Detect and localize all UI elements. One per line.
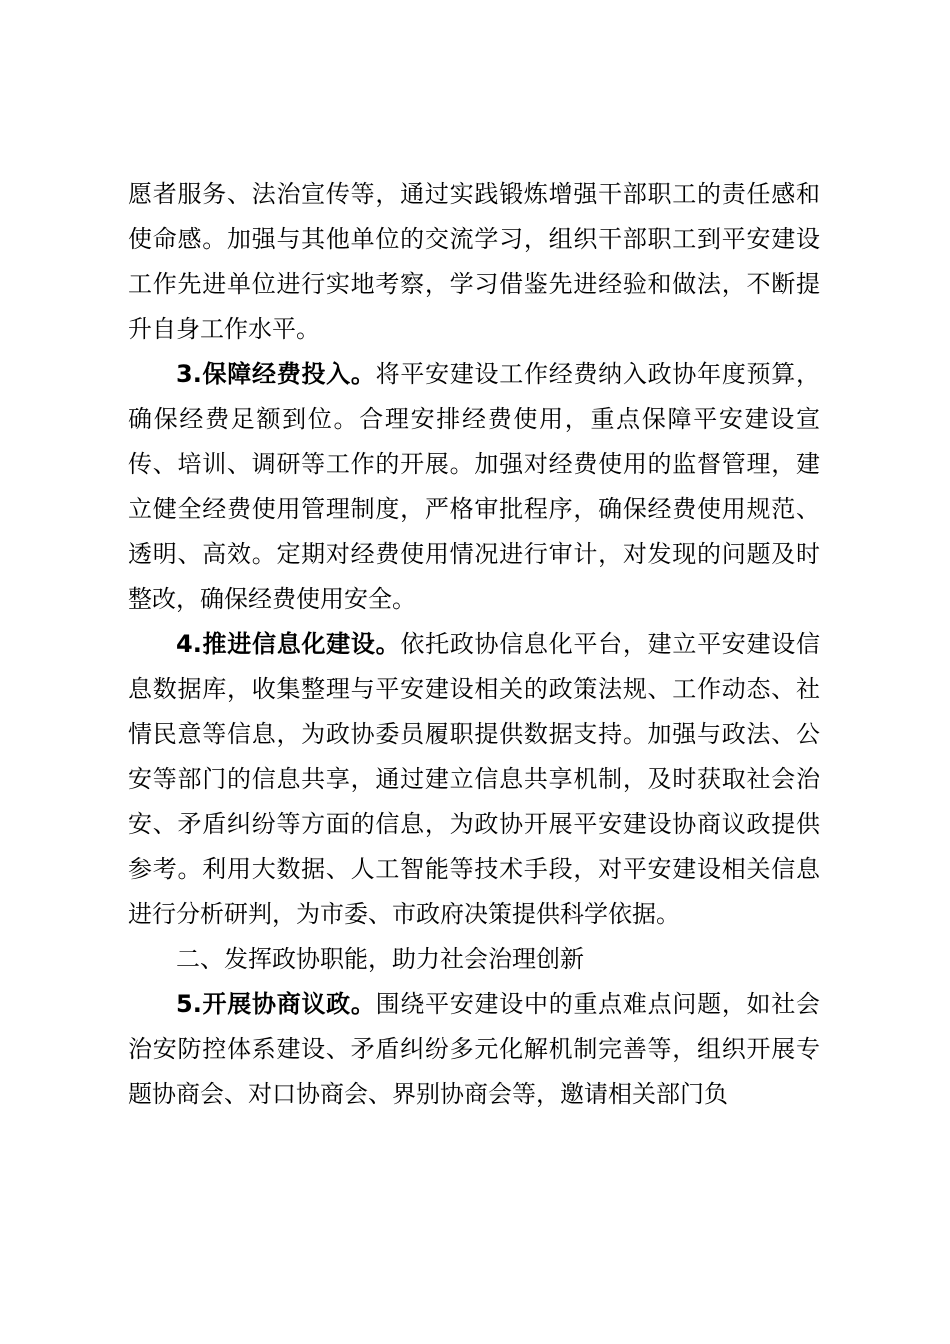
paragraph-item-5	[128, 982, 820, 1117]
paragraph-text: 将平安建设工作经费纳入政协年度预算，确保经费足额到位。合理安排经费使用，重点保障平安建设宣传、培训、调研等工作的开展。加强对经费使用的监督管理，建立健全经费使用管理制度，严格审批程序，确保经费使用规范、透明、高效。定期对经费使用情况进行审计，对发现的问题及时整改，确保经费使用安全。	[128, 360, 820, 613]
paragraph-text: 围绕平安建设中的重点难点问题，如社会治安防控体系建设、矛盾纠纷多元化解机制完善等，组织开展专题协商会、对口协商会、界别协商会等，邀请相关部门负	[128, 990, 820, 1108]
section-heading-text: 二、发挥政协职能，助力社会治理创新	[176, 945, 584, 973]
paragraph-continuation	[128, 172, 820, 352]
paragraph-text: 愿者服务、法治宣传等，通过实践锻炼增强干部职工的责任感和使命感。加强与其他单位的交流学习，组织干部职工到平安建设工作先进单位进行实地考察，学习借鉴先进经验和做法，不断提升自身工作水平。	[128, 180, 820, 343]
item-heading: 4.推进信息化建设。	[176, 630, 401, 658]
item-heading: 5.开展协商议政。	[176, 990, 376, 1018]
paragraph-text: 依托政协信息化平台，建立平安建设信息数据库，收集整理与平安建设相关的政策法规、工作动态、社情民意等信息，为政协委员履职提供数据支持。加强与政法、公安等部门的信息共享，通过建立信息共享机制，及时获取社会治安、矛盾纠纷等方面的信息，为政协开展平安建设协商议政提供参考。利用大数据、人工智能等技术手段，对平安建设相关信息进行分析研判，为市委、市政府决策提供科学依据。	[128, 630, 820, 928]
paragraph-item-4	[128, 622, 820, 937]
item-heading: 3.保障经费投入。	[176, 360, 376, 388]
paragraph-item-3	[128, 352, 820, 622]
section-heading	[128, 937, 820, 982]
document-body	[128, 172, 820, 1117]
